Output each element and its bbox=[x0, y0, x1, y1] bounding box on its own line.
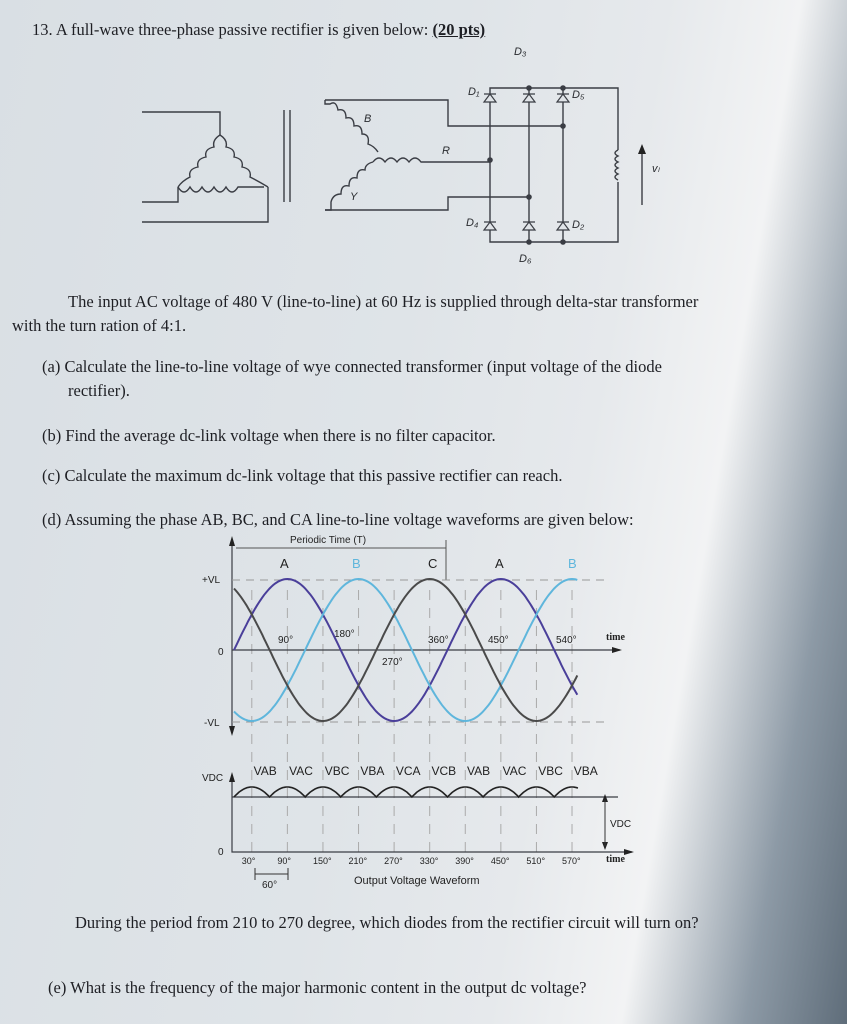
output-title: Output Voltage Waveform bbox=[354, 875, 480, 887]
line-voltage-waveform bbox=[202, 535, 625, 852]
segment-label: VBC bbox=[324, 764, 350, 778]
x-tick: 450° bbox=[488, 635, 509, 646]
phase-label: B bbox=[352, 556, 361, 571]
label-d1: D₁ bbox=[468, 86, 480, 98]
vdc-axis-label: VDC bbox=[202, 773, 224, 784]
diode-d5-icon bbox=[557, 94, 569, 102]
y-label-zero: 0 bbox=[218, 647, 224, 658]
x-tick: 270° bbox=[384, 856, 403, 866]
segment-label: VBA bbox=[360, 764, 385, 778]
output-voltage-waveform bbox=[202, 764, 634, 891]
x-tick: 270° bbox=[382, 657, 403, 668]
label-r: R bbox=[442, 145, 450, 157]
question-number: 13. bbox=[32, 20, 53, 39]
x-tick: 30° bbox=[241, 856, 256, 866]
x-tick: 390° bbox=[455, 856, 474, 866]
segment-label: VCA bbox=[395, 764, 421, 778]
diode-d6-icon bbox=[523, 222, 535, 230]
y-label-neg: -VL bbox=[204, 718, 220, 729]
segment-label: VBA bbox=[573, 764, 598, 778]
period-label: Periodic Time (T) bbox=[290, 535, 367, 546]
label-d2: D₂ bbox=[572, 219, 585, 231]
x-tick: 510° bbox=[526, 856, 546, 866]
vdc-arrow-label: VDC bbox=[610, 819, 632, 830]
phase-label: B bbox=[568, 556, 577, 571]
label-d5: D₅ bbox=[572, 89, 585, 101]
x-tick: 330° bbox=[419, 856, 439, 866]
part-a: (a) Calculate the line-to-line voltage of wye connected transformer (input voltage of the diode bbox=[42, 357, 662, 376]
text-line: The input AC voltage of 480 V (line-to-line) at 60 Hz is supplied through delta-star transformer bbox=[68, 292, 699, 311]
x-tick: 450° bbox=[490, 856, 510, 866]
x-tick: 540° bbox=[556, 635, 577, 646]
phase-label: C bbox=[428, 556, 438, 571]
part-a-cont: rectifier). bbox=[68, 381, 130, 400]
segment-label: VBC bbox=[538, 764, 563, 778]
x-tick: 90° bbox=[277, 856, 291, 866]
part-e: (e) What is the frequency of the major harmonic content in the output dc voltage? bbox=[48, 978, 587, 997]
diode-d2-icon bbox=[557, 222, 569, 230]
label-vl: vₗ bbox=[652, 163, 660, 175]
x-axis-label: time bbox=[606, 854, 625, 865]
segment-label: VAC bbox=[502, 764, 527, 778]
question-intro: A full-wave three-phase passive rectifier is given below: bbox=[55, 20, 429, 39]
y-label-pos: +VL bbox=[202, 575, 221, 586]
segment-label: VAC bbox=[289, 764, 313, 778]
diode-d1-icon bbox=[484, 94, 496, 102]
x-tick: 360° bbox=[428, 635, 449, 646]
part-d-question: During the period from 210 to 270 degree, which diodes from the rectifier circuit will turn on? bbox=[75, 913, 699, 932]
segment-label: VAB bbox=[253, 764, 277, 778]
diode-d3-icon bbox=[523, 94, 535, 102]
zero-label: 0 bbox=[218, 847, 224, 858]
x-tick: 90° bbox=[278, 635, 294, 646]
label-b: B bbox=[364, 113, 372, 125]
part-c: (c) Calculate the maximum dc-link voltage that this passive rectifier can reach. bbox=[42, 466, 563, 485]
label-y: Y bbox=[350, 191, 358, 203]
segment-label: VAB bbox=[467, 764, 491, 778]
phase-label: A bbox=[280, 556, 289, 571]
x-tick: 180° bbox=[334, 629, 355, 640]
label-d4: D₄ bbox=[466, 217, 479, 229]
segment-label: VCB bbox=[431, 764, 457, 778]
text-line: with the turn ration of 4:1. bbox=[12, 316, 187, 335]
x-tick: 150° bbox=[312, 856, 332, 866]
dc-output-curve bbox=[234, 787, 578, 797]
label-d6: D₆ bbox=[519, 253, 532, 265]
label-d3: D₃ bbox=[514, 46, 527, 58]
circuit-diagram bbox=[142, 46, 661, 265]
x-axis-label: time bbox=[606, 632, 625, 643]
part-d: (d) Assuming the phase AB, BC, and CA line-to-line voltage waveforms are given below: bbox=[42, 510, 634, 529]
part-b: (b) Find the average dc-link voltage when there is no filter capacitor. bbox=[42, 426, 496, 445]
phase-label: A bbox=[495, 556, 504, 571]
interval-label: 60° bbox=[262, 880, 278, 891]
x-tick: 570° bbox=[562, 856, 581, 866]
x-tick: 210° bbox=[348, 856, 368, 866]
diode-d4-icon bbox=[484, 222, 496, 230]
question-points: (20 pts) bbox=[432, 20, 486, 39]
